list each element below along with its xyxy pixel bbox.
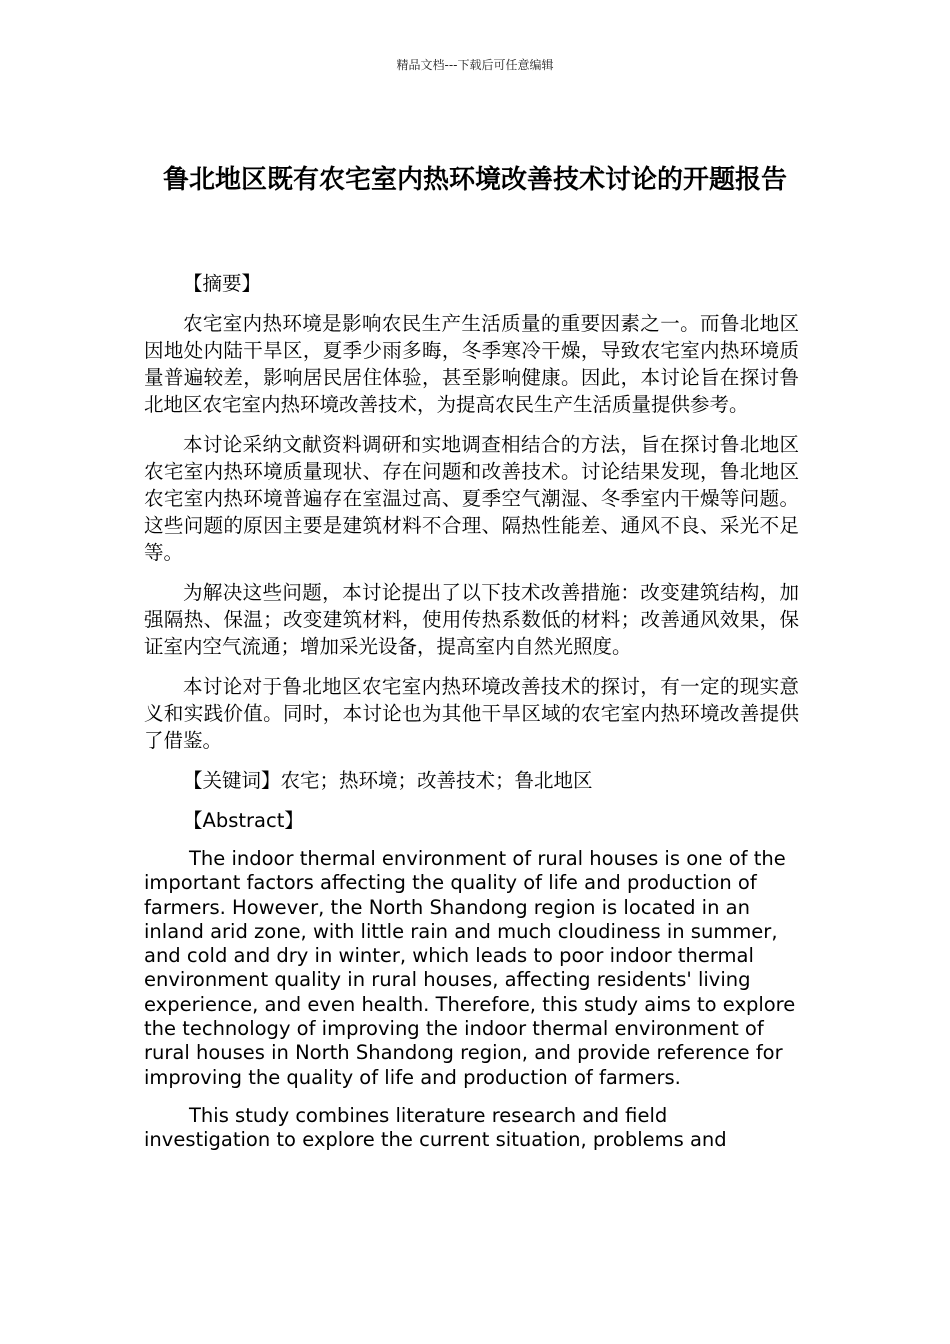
abstract-en-paragraph: This study combines literature research and field investigation to explore the current situation, problems and — [144, 1103, 727, 1152]
abstract-label: 【摘要】 — [183, 272, 262, 295]
abstract-paragraph: 本讨论采纳文献资料调研和实地调查相结合的方法，旨在探讨鲁北地区农宅室内热环境质量现状、存在问题和改善技术。讨论结果发现，鲁北地区农宅室内热环境普遍存在室温过高、夏季空气潮湿、冬季室内干燥等问题。这些问题的原因主要是建筑材料不合理、隔热性能差、通风不良、采光不足等。 — [144, 433, 799, 564]
document-title: 鲁北地区既有农宅室内热环境改善技术讨论的开题报告 — [162, 165, 787, 196]
abstract-paragraph: 农宅室内热环境是影响农民生产生活质量的重要因素之一。而鲁北地区因地处内陆干旱区，夏季少雨多晦，冬季寒冷干燥，导致农宅室内热环境质量普遍较差，影响居民居住体验，甚至影响健康。因此，本讨论旨在探讨鲁北地区农宅室内热环境改善技术，为提高农民生产生活质量提供参考。 — [144, 312, 799, 416]
abstract-en-paragraph: The indoor thermal environment of rural houses is one of the important factors affecting the quality of life and production of farmers. However, the North Shandong region is located in an inland arid zone, with little rain and much cloudiness in summer, and cold and dry in winter, which leads to poor indoor thermal environment quality in rural houses, affecting residents' living experience, and even health. Therefore, this study aims to explore the technology of improving the indoor thermal environment of rural houses in North Shandong region, and provide reference for improving the quality of life and production of farmers. — [144, 847, 796, 1089]
keywords-line: 【关键词】农宅；热环境；改善技术；鲁北地区 — [183, 769, 593, 792]
abstract-en-label: 【Abstract】 — [183, 809, 304, 832]
document-body — [144, 270, 799, 1167]
page-header-note: 精品文档---下载后可任意编辑 — [396, 58, 554, 72]
abstract-paragraph: 为解决这些问题，本讨论提出了以下技术改善措施：改变建筑结构，加强隔热、保温；改变建筑材料，使用传热系数低的材料；改善通风效果，保证室内空气流通；增加采光设备，提高室内自然光照度。 — [144, 581, 799, 658]
abstract-paragraph: 本讨论对于鲁北地区农宅室内热环境改善技术的探讨，有一定的现实意义和实践价值。同时，本讨论也为其他干旱区域的农宅室内热环境改善提供了借鉴。 — [144, 675, 799, 752]
